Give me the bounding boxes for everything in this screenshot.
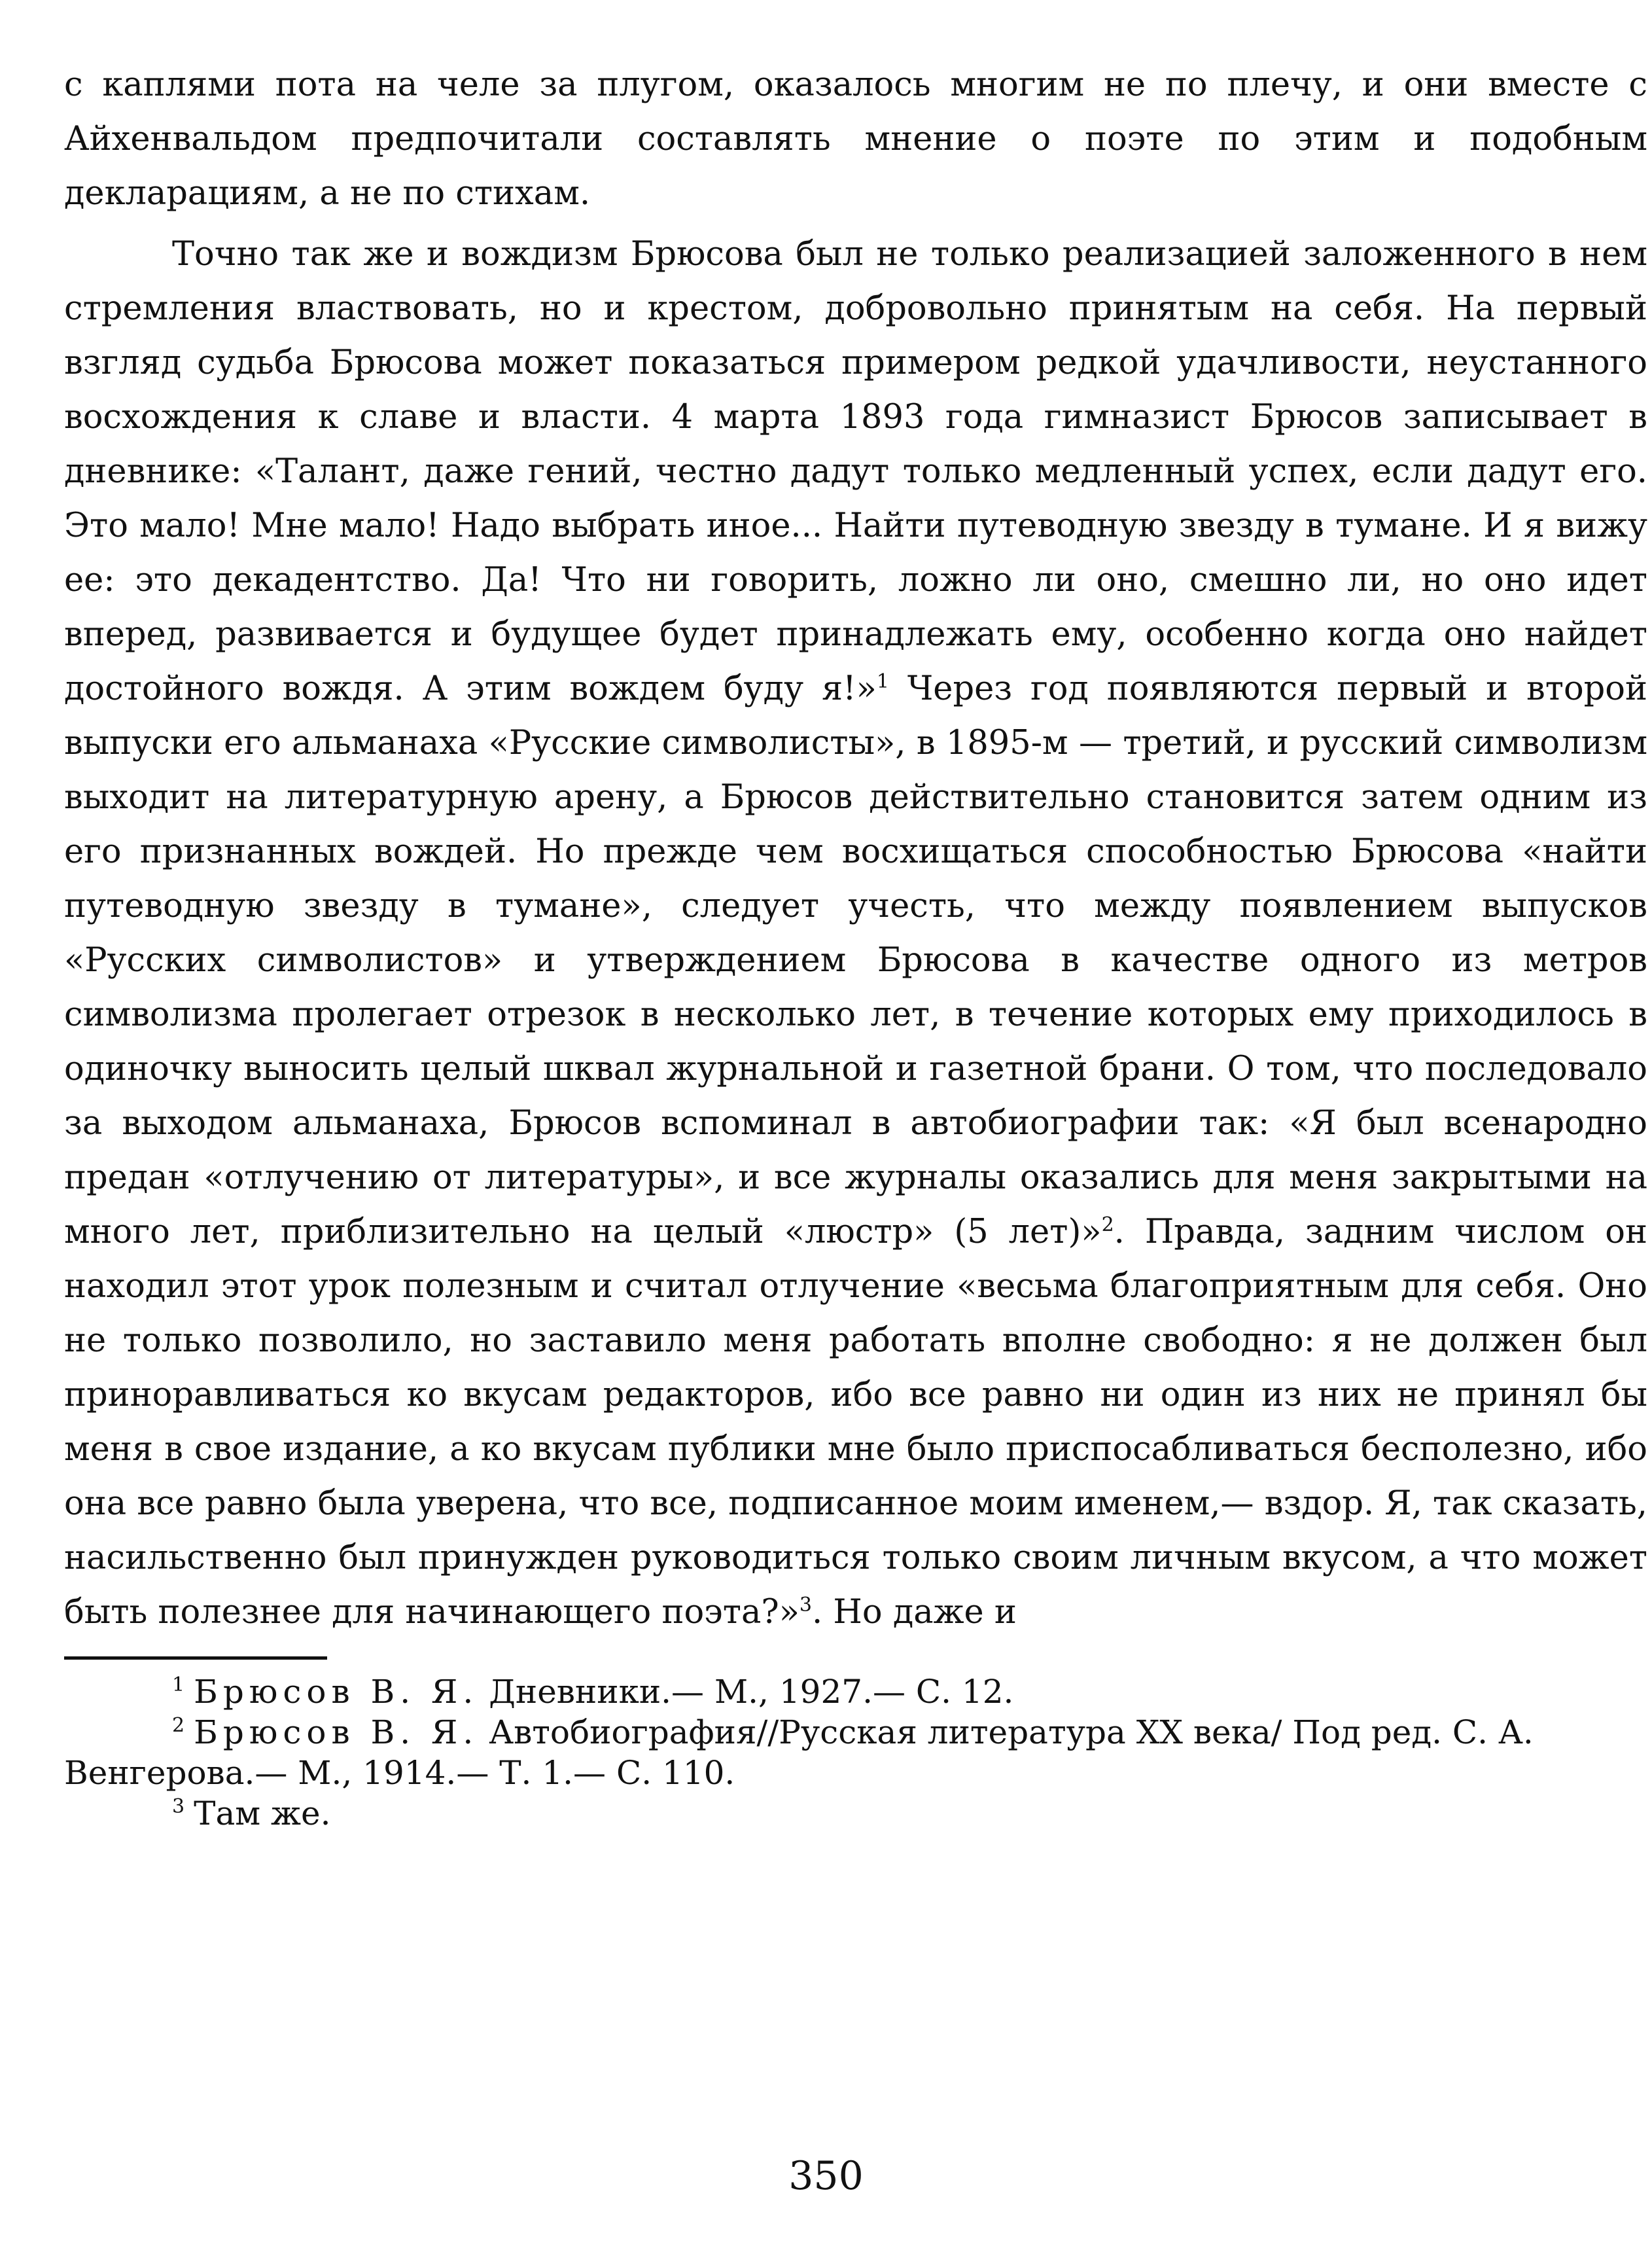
footnote-3-text: Там же. (194, 1794, 331, 1832)
footnote-2 (64, 1712, 1647, 1793)
footnote-3-number: 3 (172, 1795, 185, 1819)
paragraph-2-continuation: Через год появляются первый и второй выпуски его альманаха «Русские символисты», в 1895-м — третий, и русский символизм выходит на литературную арену, а Брюсов действительно становится затем одним из его признанных вождей. Но прежде чем восхищаться способностью Брюсова «найти путеводную звезду в тумане», следует учесть, что между появлением выпусков «Русских символистов» и утверждением Брюсова в качестве одного из метров символизма пролегает отрезок в несколько лет, в течение которых ему приходилось в одиночку выносить целый шквал журнальной и газетной брани. О том, что последовало за выходом альманаха, Брюсов вспоминал в автобиографии так: «Я был всенародно предан «отлучению от литературы», и все журналы оказались для меня закрытыми на много лет, приблизительно на целый «люстр» (5 лет)» (64, 669, 1648, 1251)
paragraph-2 (64, 227, 1647, 1639)
paragraph-1 (64, 58, 1647, 221)
footnote-divider (64, 1656, 327, 1660)
page (64, 58, 1647, 1834)
paragraph-2-text: Точно так же и вождизм Брюсова был не только реализацией заложенного в нем стремления властвовать, но и крестом, добровольно принятым на себя. На первый взгляд судьба Брюсова может показаться примером редкой удачливости, неустанного восхождения к славе и власти. 4 марта 1893 года гимназист Брюсов записывает в дневнике: «Талант, даже гений, честно дадут только медленный успех, если дадут его. Это мало! Мне мало! Надо выбрать иное... Найти путеводную звезду в тумане. И я вижу ее: это декадентство. Да! Что ни говорить, ложно ли оно, смешно ли, но оно идет вперед, развивается и будущее будет принадлежать ему, особенно когда оно найдет достойного вождя. А этим вождем буду я!» (64, 235, 1647, 708)
footnote-mark-3: 3 (799, 1594, 812, 1616)
footnote-mark-1: 1 (876, 670, 889, 693)
paragraph-2-continuation-2: . Правда, задним числом он находил этот урок полезным и считал отлучение «весьма благоприятным для себя. Оно не только позволило, но заставило меня работать вполне свободно: я не должен был приноравливаться ко вкусам редакторов, ибо все равно ни один из них не принял бы меня в свое издание, а ко вкусам публики мне было приспосабливаться бесполезно, ибо она все равно была уверена, что все, подписанное моим именем,— вздор. Я, так сказать, насильственно был принужден руководиться только своим личным вкусом, а что может быть полезнее для начинающего поэта?» (64, 1213, 1648, 1632)
footnote-2-number: 2 (172, 1714, 185, 1738)
main-text (64, 58, 1647, 1639)
footnote-mark-2: 2 (1101, 1213, 1114, 1236)
footnote-3 (64, 1793, 1647, 1834)
footnote-1-text: Дневники.— М., 1927.— С. 12. (478, 1673, 1014, 1711)
footnote-2-text: Автобиография//Русская литература XX века/ Под ред. С. А. Венгерова.— М., 1914.— Т. 1.— С. 110. (64, 1713, 1534, 1792)
footnote-1-author: Брюсов В. Я. (194, 1673, 479, 1711)
page-number: 350 (788, 2153, 864, 2199)
footnotes (64, 1671, 1647, 1834)
footnote-1-number: 1 (172, 1673, 185, 1697)
paragraph-2-end: . Но даже и (812, 1593, 1017, 1632)
footnote-1 (64, 1671, 1647, 1712)
paragraph-1-text: с каплями пота на челе за плугом, оказалось многим не по плечу, и они вместе с Айхенвальдом предпочитали составлять мнение о поэте по этим и подобным декларациям, а не по стихам. (64, 65, 1647, 213)
footnote-2-author: Брюсов В. Я. (194, 1713, 479, 1751)
